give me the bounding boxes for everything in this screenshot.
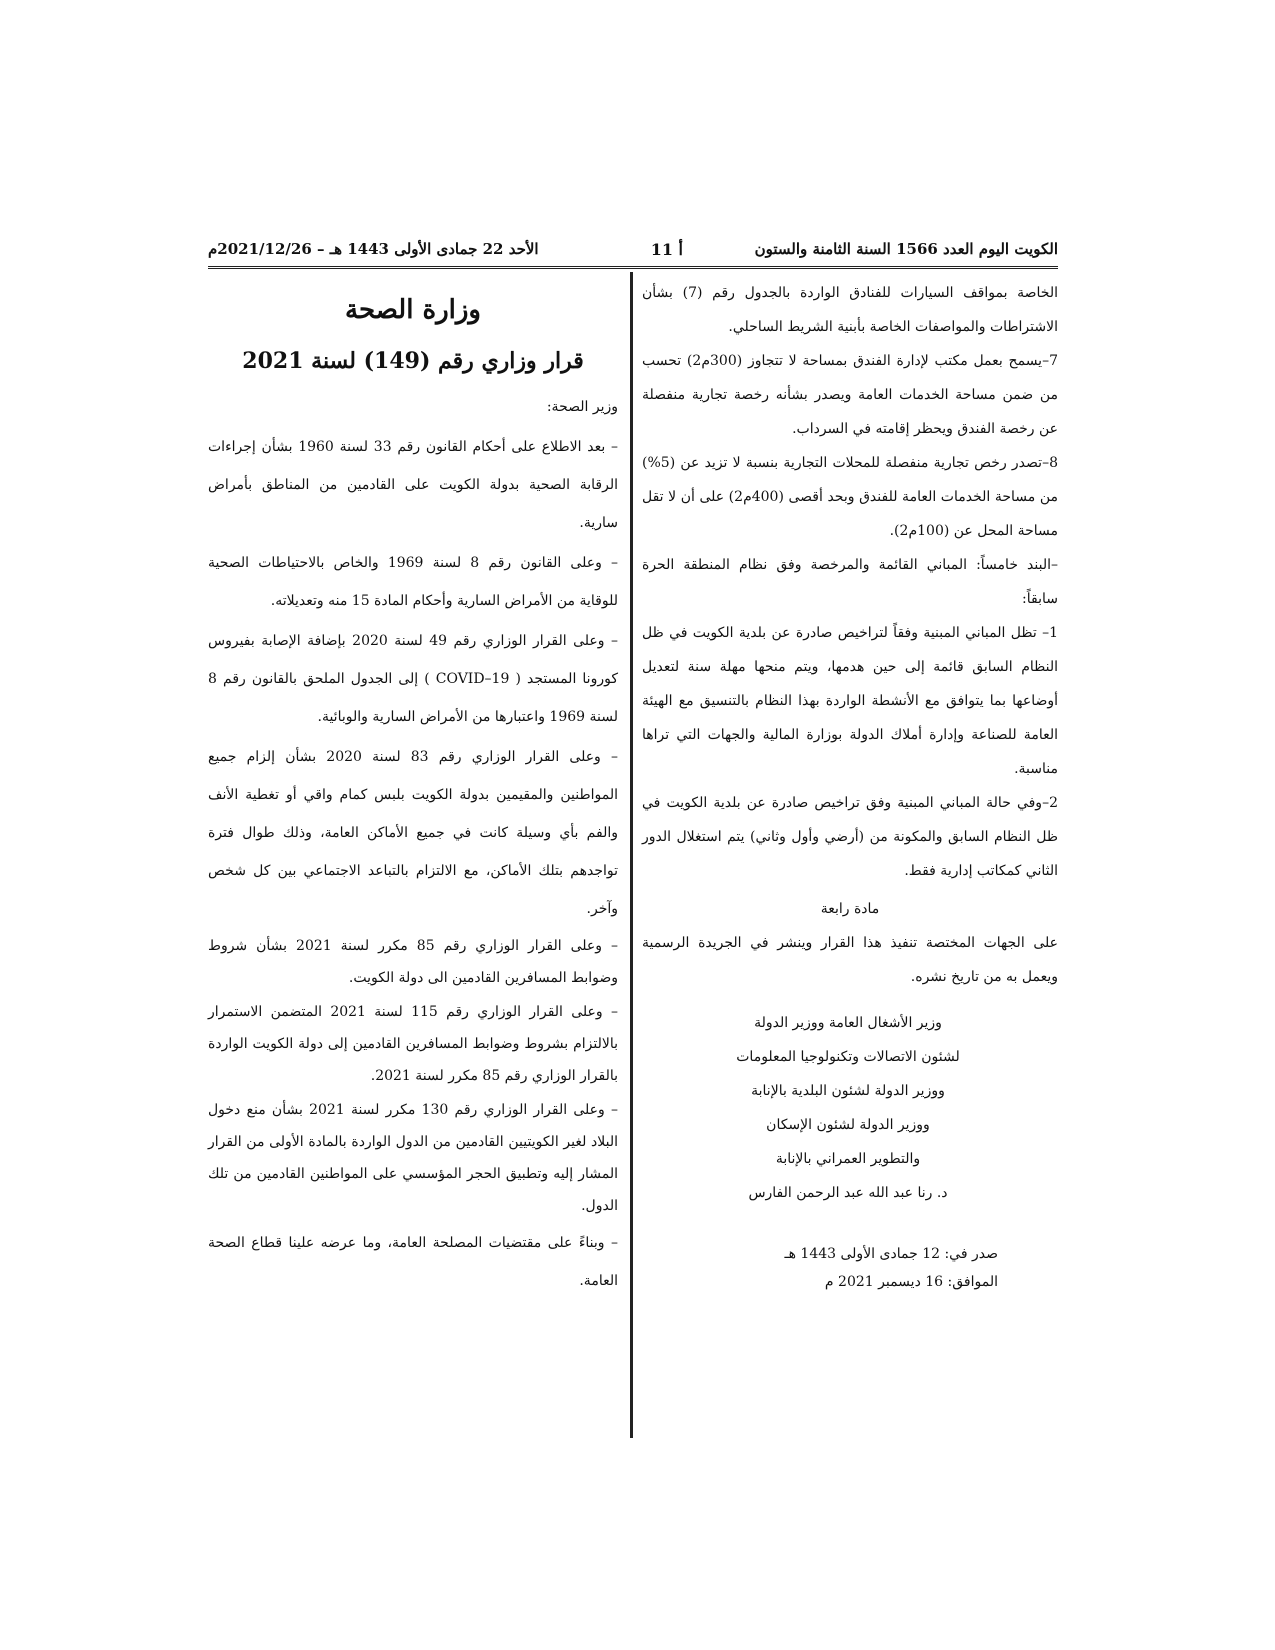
decree-title: قرار وزاري رقم (149) لسنة 2021 — [242, 348, 584, 374]
paragraph: – وعلى القرار الوزاري رقم 115 لسنة 2021 المتضمن الاستمرار بالالتزام بشروط وضوابط المسافرين القادمين إلى دولة الكويت الواردة بالقرار الوزاري رقم 85 مكرر لسنة 2021. — [208, 1004, 618, 1084]
signature-line: ووزير الدولة لشئون الإسكان — [766, 1117, 930, 1133]
signature-block — [698, 1006, 998, 1210]
paragraph: – وعلى القرار الوزاري رقم 83 لسنة 2020 بشأن إلزام جميع المواطنين والمقيمين بدولة الكويت بلبس كمام واقي أو تغطية الأنف والفم بأي وسيلة كانت في جميع الأماكن العامة، وذلك طوال فترة تواجدهم بتلك الأماكن، مع الالتزام بالتباعد الاجتماعي بين كل شخص وآخر. — [208, 749, 618, 917]
page-header — [208, 236, 1058, 264]
paragraph: 1– تظل المباني المبنية وفقاً لتراخيص صادرة عن بلدية الكويت في ظل النظام السابق قائمة إلى حين هدمها، ويتم منحها مهلة سنة لتعديل أوضاعها بما يتوافق مع الأنشطة الواردة بهذا النظام بالتنسيق مع الهيئة العامة للصناعة وإدارة أملاك الدولة بوزارة المالية والجهات التي تراها مناسبة. — [642, 625, 1058, 777]
right-column — [642, 276, 1058, 1296]
paragraph: 2–وفي حالة المباني المبنية وفق تراخيص صادرة عن بلدية الكويت في ظل النظام السابق والمكونة من (أرضي وأول وثاني) يتم استغلال الدور الثاني كمكاتب إدارية فقط. — [642, 795, 1058, 879]
issue-date: الأحد 22 جمادى الأولى 1443 هـ – 2021/12/26م — [208, 240, 539, 258]
paragraph: – بعد الاطلاع على أحكام القانون رقم 33 لسنة 1960 بشأن إجراءات الرقابة الصحية بدولة الكويت على القادمين من المناطق بأمراض سارية. — [208, 439, 618, 531]
paragraph: – وعلى القانون رقم 8 لسنة 1969 والخاص بالاحتياطات الصحية للوقاية من الأمراض السارية وأحكام المادة 15 منه وتعديلاته. — [208, 555, 618, 609]
paragraph: – وعلى القرار الوزاري رقم 130 مكرر لسنة 2021 بشأن منع دخول البلاد لغير الكويتيين القادمين من الدول الواردة بالمادة الأولى من القرار المشار إليه وتطبيق الحجر المؤسسي على المواطنين القادمين من تلك الدول. — [208, 1102, 618, 1214]
issued-hijri: صدر في: 12 جمادى الأولى 1443 هـ — [784, 1246, 998, 1262]
signature-line: وزير الأشغال العامة ووزير الدولة — [754, 1015, 942, 1031]
paragraph: – وعلى القرار الوزاري رقم 85 مكرر لسنة 2021 بشأن شروط وضوابط المسافرين القادمين الى دولة الكويت. — [208, 938, 618, 986]
ministry-title: وزارة الصحة — [345, 295, 481, 325]
signature-line: والتطوير العمراني بالإنابة — [775, 1151, 921, 1167]
signatory-name: د. رنا عبد الله عبد الرحمن الفارس — [748, 1185, 948, 1201]
article-heading: مادة رابعة — [820, 901, 880, 917]
issued-gregorian: الموافق: 16 ديسمبر 2021 م — [824, 1274, 998, 1290]
paragraph: – وعلى القرار الوزاري رقم 49 لسنة 2020 بإضافة الإصابة بفيروس كورونا المستجد ( COVID–19 ) إلى الجدول الملحق بالقانون رقم 8 لسنة 1969 واعتبارها من الأمراض السارية والوبائية. — [208, 633, 618, 725]
intro: وزير الصحة: — [546, 399, 618, 415]
column-divider — [630, 272, 633, 1438]
page-number: أ 11 — [650, 240, 683, 259]
paragraph: 7–يسمح بعمل مكتب لإدارة الفندق بمساحة لا تتجاوز (300م2) تحسب من ضمن مساحة الخدمات العامة ويصدر بشأنه رخصة تجارية منفصلة عن رخصة الفندق ويحظر إقامته في السرداب. — [642, 353, 1058, 437]
paragraph: – وبناءً على مقتضيات المصلحة العامة، وما عرضه علينا قطاع الصحة العامة. — [208, 1235, 618, 1289]
header-divider — [208, 266, 1058, 269]
signature-line: ووزير الدولة لشئون البلدية بالإنابة — [751, 1083, 945, 1099]
article-text: على الجهات المختصة تنفيذ هذا القرار وينشر في الجريدة الرسمية ويعمل به من تاريخ نشره. — [642, 935, 1058, 985]
paragraph: 8–تصدر رخص تجارية منفصلة للمحلات التجارية بنسبة لا تزيد عن (5%) من مساحة الخدمات العامة للفندق وبحد أقصى (400م2) على أن لا تقل مساحة المحل عن (100م2). — [642, 455, 1059, 539]
issue-info: الكويت اليوم العدد 1566 السنة الثامنة والستون — [754, 240, 1058, 258]
paragraph: –البند خامساً: المباني القائمة والمرخصة وفق نظام المنطقة الحرة سابقاً: — [642, 557, 1058, 607]
paragraph: الخاصة بمواقف السيارات للفنادق الواردة بالجدول رقم (7) بشأن الاشتراطات والمواصفات الخاصة بأبنية الشريط الساحلي. — [642, 285, 1058, 335]
issue-date-block — [642, 1240, 1058, 1296]
left-column — [208, 290, 618, 1302]
signature-line: لشئون الاتصالات وتكنولوجيا المعلومات — [736, 1049, 960, 1065]
